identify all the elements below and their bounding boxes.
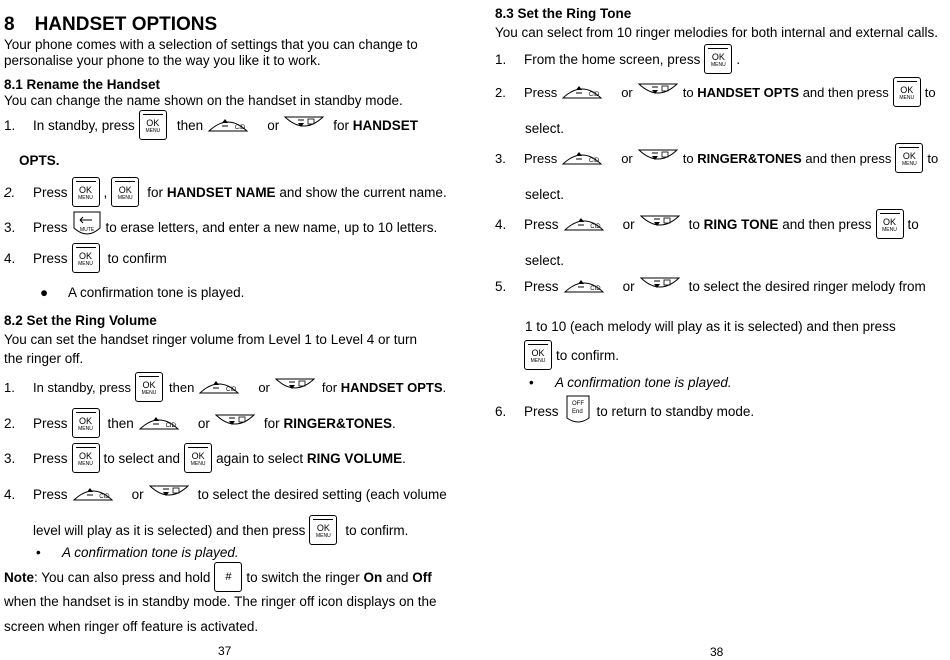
up-cid-key-icon: CID [563, 276, 619, 297]
ok-menu-key-icon: OK MENU [111, 177, 139, 207]
s82-step-4: 4. Press $^{CID}$ or to select the desired setting (each volume [4, 484, 447, 505]
s82-step-3: 3. Press OK MENU to select and OK MENU again to select RING VOLUME . [4, 443, 406, 473]
s83-step-6: 6. Press OFF End to return to standby mode. [495, 394, 754, 429]
back-mute-key-icon [72, 210, 102, 245]
up-cid-key-icon: CID [561, 82, 617, 103]
ok-menu-key-icon: OK MENU [704, 44, 732, 74]
ok-menu-key-icon: OK MENU [135, 372, 163, 402]
intro-line-1: Your phone comes with a selection of settings that you can change to [4, 37, 418, 52]
s81-step-1-cont: OPTS. [19, 153, 60, 168]
ok-menu-key-icon: OK MENU [184, 443, 212, 473]
down-phonebook-key-icon [639, 214, 681, 235]
ok-menu-key-icon: OK MENU [309, 515, 337, 545]
s83-step-5-cont: 1 to 10 (each melody will play as it is selected) and then press [525, 319, 896, 334]
s82-bullet: • A confirmation tone is played. [36, 545, 239, 560]
down-phonebook-key-icon [274, 377, 316, 398]
section-8-1-text: You can change the name shown on the handset in standby mode. [4, 93, 403, 108]
section-8-3-title: 8.3 Set the Ring Tone [495, 6, 632, 21]
ok-menu-key-icon: OK MENU [72, 443, 100, 473]
section-8-2-title: 8.2 Set the Ring Volume [4, 313, 157, 328]
s83-step-1: 1. From the home screen, press OK MENU . [495, 44, 740, 74]
ok-menu-key-icon: OK MENU [72, 408, 100, 438]
svg-text:OFF: OFF [571, 401, 584, 407]
s83-step-5-confirm: OK MENU to confirm. [520, 340, 619, 370]
down-phonebook-key-icon [283, 115, 325, 136]
ok-menu-key-icon: OK MENU [893, 77, 921, 107]
ok-menu-key-icon: OK MENU [895, 143, 923, 173]
note-line-2: when the handset is in standby mode. The ringer off icon displays on the [4, 594, 437, 609]
s81-step-2: 2. Press OK MENU , OK MENU for HANDSET NAME and show the current name. [4, 177, 447, 207]
down-phonebook-key-icon [214, 413, 256, 434]
s81-step-3: 3. Press MUTE to erase letters, and enter a new name, up to 10 letters. [4, 210, 437, 245]
note-line-1: Note : You can also press and hold # to switch the ringer On and Off [4, 562, 432, 592]
left-page [4, 0, 459, 660]
hash-key-icon: # [214, 562, 242, 592]
s81-step-1: 1. In standby, press OK MENU then $^{CID}$ or for HANDSET [4, 110, 418, 140]
ok-menu-key-icon: OK MENU [72, 177, 100, 207]
s83-step-5: 5. Press $^{CID}$ or to select the desired ringer melody from [495, 276, 926, 297]
down-phonebook-key-icon [148, 484, 190, 505]
down-phonebook-key-icon [637, 148, 679, 169]
ok-menu-key-icon: OK MENU [876, 209, 904, 239]
intro-line-2: personalise your phone to the way you like it to work. [4, 53, 321, 68]
s82-step-2: 2. Press OK MENU then $^{CID}$ or for RINGER&TONES . [4, 408, 396, 438]
page-number-left: 37 [218, 644, 232, 658]
page-number-right: 38 [710, 645, 724, 659]
svg-text:MUTE: MUTE [79, 227, 94, 233]
s82-step-1: 1. In standby, press OK MENU then $^{CID}$ or for HANDSET OPTS . [4, 372, 446, 402]
svg-text:End: End [571, 409, 583, 415]
s82-step-4-cont: level will play as it is selected) and then press OK MENU to confirm. [33, 515, 408, 545]
ok-menu-key-icon: OK MENU [524, 340, 552, 370]
ok-menu-key-icon: OK MENU [72, 243, 100, 273]
up-cid-key-icon: CID [563, 214, 619, 235]
s81-step-4: 4. Press OK MENU to confirm [4, 243, 167, 273]
s83-step-3-cont: select. [525, 187, 565, 202]
up-cid-key-icon: CID [198, 377, 254, 398]
ok-menu-key-icon: OK MENU [139, 110, 167, 140]
down-phonebook-key-icon [639, 276, 681, 297]
s83-step-4: 4. Press $^{CID}$ or to RING TONE and then press OK MENU to [495, 209, 919, 239]
chapter-heading: 8 HANDSET OPTIONS [4, 14, 218, 35]
note-line-3: screen when ringer off feature is activated. [4, 619, 259, 634]
s83-step-4-cont: select. [525, 253, 565, 268]
s81-bullet: ● A confirmation tone is played. [40, 285, 245, 300]
up-cid-key-icon: CID [72, 484, 128, 505]
section-8-3-text: You can select from 10 ringer melodies for both internal and external calls. [495, 25, 938, 40]
s83-step-2: 2. Press $^{CID}$ or to HANDSET OPTS and then press OK MENU to [495, 77, 936, 107]
section-8-1-title: 8.1 Rename the Handset [4, 77, 161, 92]
s83-step-2-cont: select. [525, 121, 565, 136]
section-8-2-text-1: You can set the handset ringer volume from Level 1 to Level 4 or turn [4, 332, 417, 347]
up-cid-key-icon: CID [207, 115, 263, 136]
up-cid-key-icon: CID [561, 148, 617, 169]
s83-bullet: • A confirmation tone is played. [529, 375, 732, 390]
s83-step-3: 3. Press $^{CID}$ or to RINGER&TONES and then press OK MENU to [495, 143, 938, 173]
down-phonebook-key-icon [637, 82, 679, 103]
section-8-2-text-2: the ringer off. [4, 351, 84, 366]
up-cid-key-icon: CID [138, 413, 194, 434]
right-page [495, 0, 940, 660]
end-off-key-icon [563, 394, 593, 429]
